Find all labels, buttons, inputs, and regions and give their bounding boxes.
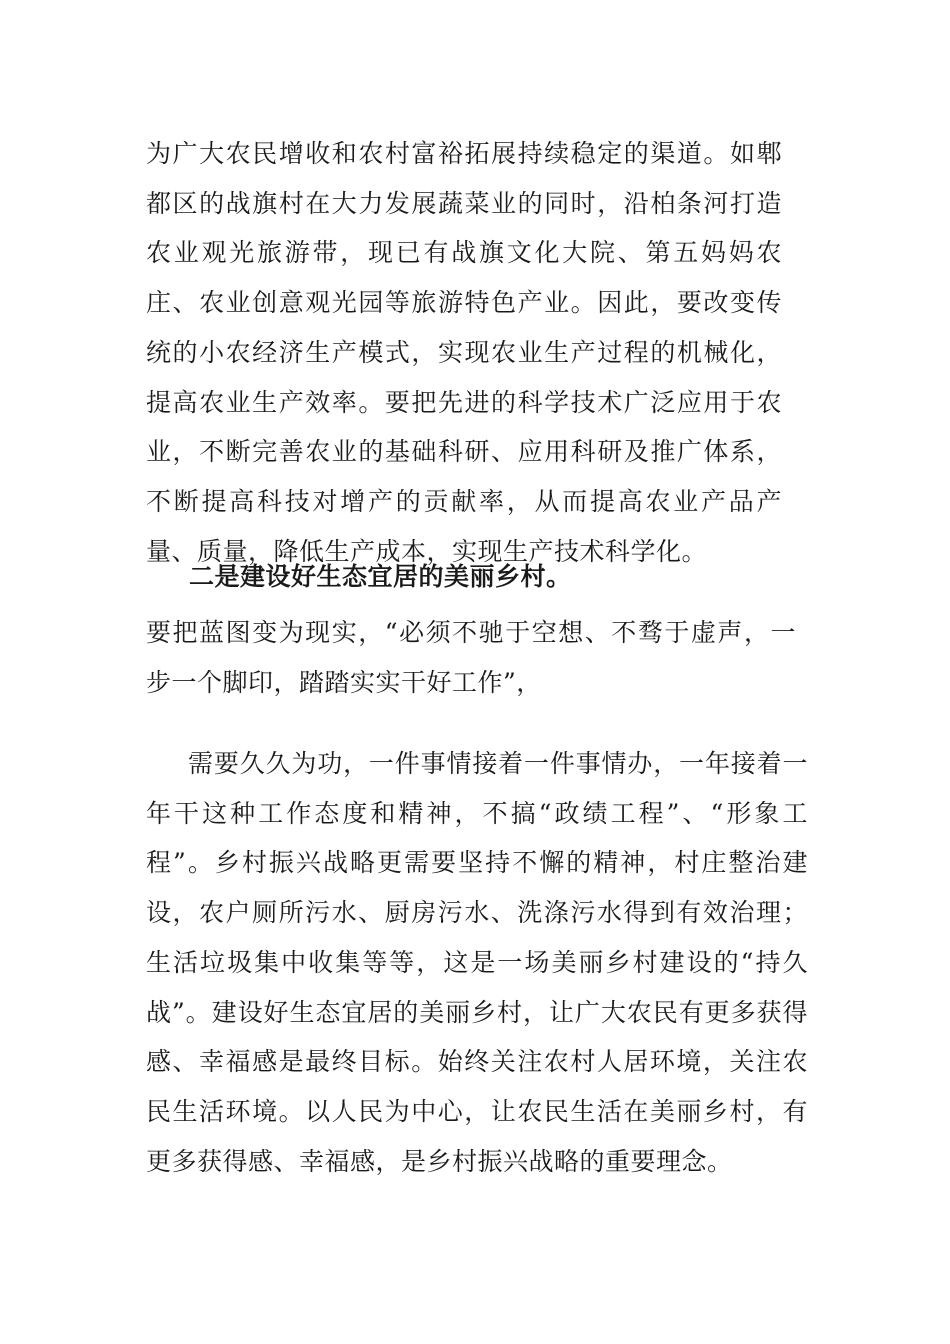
- body-paragraph-3: 需要久久为功，一件事情接着一件事情办，一年接着一年干这种工作态度和精神，不搞“政绩工程”、“形象工程”。乡村振兴战略更需要坚持不懈的精神，村庄整治建设，农户厕所污水、厨房污水、洗涤污水得到有效治理；生活垃圾集中收集等等，这是一场美丽乡村建设的“持久战”。建设好生态宜居的美丽乡村，让广大农民有更多获得感、幸福感是最终目标。始终关注农村人居环境，关注农民生活环境。以人民为中心，让农民生活在美丽乡村，有更多获得感、幸福感，是乡村振兴战略的重要理念。: [146, 749, 808, 1176]
- section-heading: 二是建设好生态宜居的美丽乡村。: [189, 562, 572, 591]
- body-paragraph-1: 为广大农民增收和农村富裕拓展持续稳定的渠道。如郫都区的战旗村在大力发展蔬菜业的同时，沿柏条河打造农业观光旅游带，现已有战旗文化大院、第五妈妈农庄、农业创意观光园等旅游特色产业。因此，要改变传统的小农经济生产模式，实现农业生产过程的机械化，提高农业生产效率。要把先进的科学技术广泛应用于农业，不断完善农业的基础科研、应用科研及推广体系，不断提高科技对增产的贡献率，从而提高农业产品产量、质量，降低生产成本，实现生产技术科学化。: [146, 139, 782, 566]
- body-paragraph-2: 要把蓝图变为现实，“必须不驰于空想、不骛于虚声，一步一个脚印，踏踏实实干好工作”，: [146, 618, 796, 697]
